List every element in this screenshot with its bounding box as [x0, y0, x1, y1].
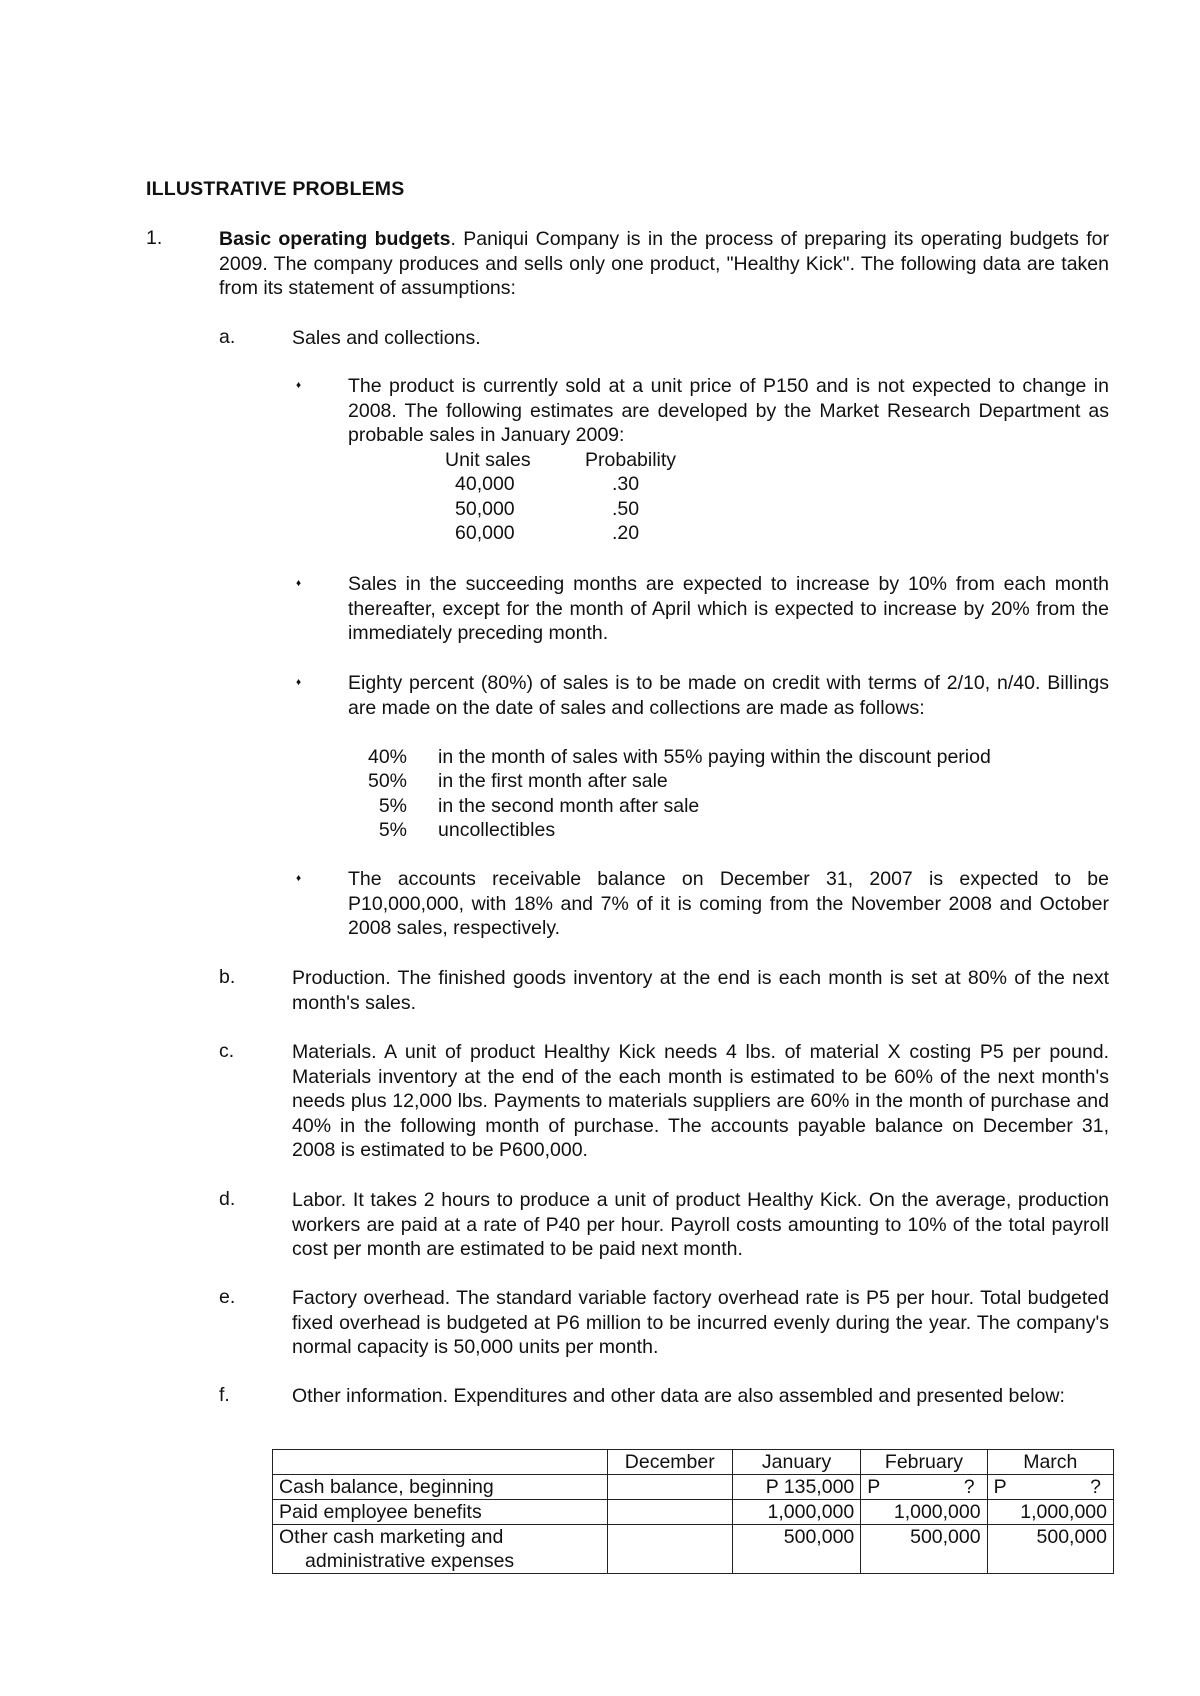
table-row-label-line: administrative expenses [305, 1550, 515, 1572]
collection-pct: 5% [378, 795, 407, 817]
table-row [273, 1525, 1114, 1574]
collection-pct: 50% [367, 770, 407, 792]
table-cell: 1,000,000 [987, 1500, 1113, 1525]
table-cell: 500,000 [987, 1525, 1113, 1574]
table-cell: 500,000 [732, 1525, 860, 1574]
bullet-icon: ♦ [296, 380, 302, 391]
sales-units-cell: 60,000 [455, 522, 515, 544]
section-d-letter: d. [219, 1188, 236, 1210]
unknown-value: ? [1090, 1476, 1101, 1498]
section-a-letter: a. [219, 326, 236, 348]
table-row [273, 1500, 1114, 1525]
bullet-icon: ♦ [296, 677, 302, 688]
section-f-letter: f. [219, 1384, 230, 1406]
table-header-cell: January [732, 1450, 860, 1475]
bullet-icon: ♦ [296, 873, 302, 884]
problem-title: Basic operating budgets [219, 228, 451, 250]
sales-probability-cell: .50 [612, 498, 640, 520]
table-row [273, 1475, 1114, 1500]
collection-desc: in the second month after sale [438, 795, 700, 817]
collection-desc: uncollectibles [438, 819, 556, 841]
section-f-text: Other information. Expenditures and other data are also assembled and presented below: [292, 1385, 1065, 1407]
bullet-icon: ♦ [296, 578, 302, 589]
collection-pct: 5% [378, 819, 407, 841]
section-a-bullet-3: Eighty percent (80%) of sales is to be made on credit with terms of 2/10, n/40. Billings are made on the date of sales and collections are made as follows: [348, 672, 1109, 719]
page-heading: ILLUSTRATIVE PROBLEMS [146, 178, 405, 200]
table-row-label: Paid employee benefits [273, 1500, 608, 1525]
section-e-letter: e. [219, 1286, 236, 1308]
section-a-bullet-2: Sales in the succeeding months are expected to increase by 10% from each month thereafter, except for the month of April which is expected to increase by 20% from the immediately preceding month. [348, 573, 1109, 644]
sales-header-units: Unit sales [445, 449, 531, 471]
sales-units-cell: 50,000 [455, 498, 515, 520]
collection-pct: 40% [367, 746, 407, 768]
table-header-row [273, 1450, 1114, 1475]
section-b-letter: b. [219, 966, 236, 988]
table-cell: 1,000,000 [732, 1500, 860, 1525]
section-c-letter: c. [219, 1040, 235, 1062]
table-cell [987, 1475, 1113, 1500]
table-cell: P 135,000 [732, 1475, 860, 1500]
table-cell: 500,000 [861, 1525, 987, 1574]
problem-number: 1. [146, 227, 163, 249]
section-a-title: Sales and collections. [292, 327, 481, 349]
table-header-cell: March [987, 1450, 1113, 1475]
section-b-text: Production. The finished goods inventory at the end is each month is set at 80% of the next month's sales. [292, 967, 1109, 1014]
expenditures-table [272, 1449, 1114, 1574]
table-cell [861, 1475, 987, 1500]
collection-desc: in the first month after sale [438, 770, 668, 792]
sales-header-probability: Probability [585, 449, 677, 471]
peso-sign: P [867, 1476, 881, 1498]
problem-intro-text: . Paniqui Company is in the process of preparing its operating budgets for 2009. The company produces and sells only one product, "Healthy Kick". The following data are taken from its statement of assumptions: [219, 228, 1109, 299]
problem-intro [219, 227, 1109, 301]
sales-units-cell: 40,000 [455, 473, 515, 495]
section-c-text: Materials. A unit of product Healthy Kick needs 4 lbs. of material X costing P5 per pound. Materials inventory at the end of the each month is estimated to be 60% of the next month's needs plus 12,000 lbs. Payments to materials suppliers are 60% in the month of purchase and 40% in the following month of purchase. The accounts payable balance on December 31, 2008 is estimated to be P600,000. [292, 1041, 1109, 1161]
peso-sign: P [993, 1476, 1007, 1498]
section-e-text: Factory overhead. The standard variable factory overhead rate is P5 per hour. Total budgeted fixed overhead is budgeted at P6 million to be incurred evenly during the year. The company's normal capacity is 50,000 units per month. [292, 1287, 1109, 1358]
table-row-label [273, 1525, 608, 1574]
table-cell [607, 1475, 732, 1500]
section-a-bullet-4: The accounts receivable balance on December 31, 2007 is expected to be P10,000,000, with 18% and 7% of it is coming from the November 2008 and October 2008 sales, respectively. [348, 868, 1109, 939]
table-row-label: Cash balance, beginning [273, 1475, 608, 1500]
collection-desc: in the month of sales with 55% paying within the discount period [438, 746, 991, 768]
table-row-label-line: Other cash marketing and [279, 1526, 504, 1548]
table-cell [607, 1500, 732, 1525]
table-header-cell [273, 1450, 608, 1475]
table-cell [607, 1525, 732, 1574]
table-header-cell: December [607, 1450, 732, 1475]
sales-probability-cell: .30 [612, 473, 640, 495]
table-header-cell: February [861, 1450, 987, 1475]
section-d-text: Labor. It takes 2 hours to produce a unit of product Healthy Kick. On the average, production workers are paid at a rate of P40 per hour. Payroll costs amounting to 10% of the total payroll cost per month are estimated to be paid next month. [292, 1189, 1109, 1260]
table-cell: 1,000,000 [861, 1500, 987, 1525]
unknown-value: ? [963, 1476, 975, 1498]
section-a-bullet-1: The product is currently sold at a unit price of P150 and is not expected to change in 2008. The following estimates are developed by the Market Research Department as probable sales in January 2009: [348, 375, 1109, 446]
sales-probability-cell: .20 [612, 522, 640, 544]
